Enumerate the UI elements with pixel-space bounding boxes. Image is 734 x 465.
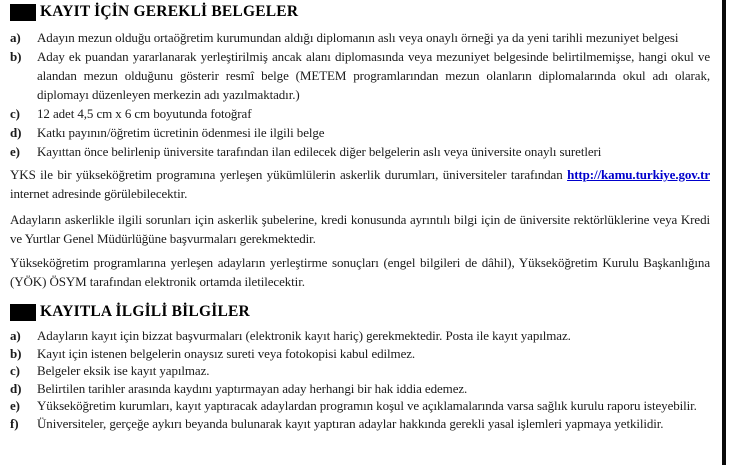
list-item bbox=[10, 415, 710, 433]
section-heading-label: KAYITLA İLGİLİ BİLGİLER bbox=[40, 303, 250, 320]
list-item bbox=[10, 123, 710, 142]
list-item-letter: c) bbox=[10, 106, 20, 121]
list-item bbox=[10, 327, 710, 345]
list-item-letter: d) bbox=[10, 380, 22, 396]
paragraph-text-after-link: internet adresinde görülebilecektir. bbox=[10, 186, 188, 201]
list-item-text: Kayıttan önce belirlenip üniversite tarafından ilan edilecek diğer belgelerin aslı veya üniversite onaylı suretleri bbox=[37, 144, 602, 159]
list-item-text: 12 adet 4,5 cm x 6 cm boyutunda fotoğraf bbox=[37, 106, 252, 121]
heading-marker-box bbox=[10, 4, 36, 21]
list-item-letter: b) bbox=[10, 49, 22, 64]
list-item-text: Kayıt için istenen belgelerin onaysız sureti veya fotokopisi kabul edilmez. bbox=[37, 345, 416, 361]
list-item-text: Üniversiteler, gerçeğe aykırı beyanda bulunarak kayıt yaptıran adaylar hakkında gerekli yasal işlemleri yapmaya yetkilidir. bbox=[37, 415, 664, 431]
list-item bbox=[10, 362, 710, 380]
kamu-turkiye-link[interactable]: http://kamu.turkiye.gov.tr bbox=[567, 167, 710, 182]
list-item-text: Adayların kayıt için bizzat başvurmaları (elektronik kayıt hariç) gerekmektedir. Posta ile kayıt yapılmaz. bbox=[37, 328, 571, 343]
list-item bbox=[10, 28, 710, 47]
list-item-letter: a) bbox=[10, 30, 21, 45]
paragraph-yks-askerlik bbox=[10, 165, 710, 203]
list-item bbox=[10, 104, 710, 123]
required-documents-list bbox=[10, 28, 710, 161]
paragraph-text-before-link: YKS ile bir yükseköğretim programına yerleşen yükümlülerin askerlik durumları, üniversiteler tarafından bbox=[10, 167, 568, 182]
paragraph-askerlik-kredi: Adayların askerlikle ilgili sorunları için askerlik şubelerine, kredi konusunda ayrıntılı bilgi için de üniversite rektörlüklerine veya Kredi ve Yurtlar Genel Müdürlüğüne başvurmaları gerekmektedir. bbox=[10, 212, 710, 246]
heading-marker-box bbox=[10, 304, 36, 321]
list-item bbox=[10, 345, 710, 363]
registration-info-list bbox=[10, 327, 710, 432]
list-item bbox=[10, 47, 710, 104]
page-right-border bbox=[722, 0, 726, 465]
list-item-text: Yükseköğretim kurumları, kayıt yaptıracak adaylardan programın koşul ve açıklamalarında varsa sağlık kurulu raporu isteyebilir. bbox=[37, 398, 697, 413]
section-heading-registration-info bbox=[10, 303, 710, 321]
list-item-letter: b) bbox=[10, 345, 22, 361]
list-item-letter: e) bbox=[10, 144, 20, 159]
section-heading-required-documents bbox=[10, 3, 710, 21]
list-item-text: Katkı payının/öğretim ücretinin ödenmesi ile ilgili belge bbox=[37, 125, 325, 140]
section-heading-label: KAYIT İÇİN GEREKLİ BELGELER bbox=[40, 3, 299, 20]
list-item-text: Aday ek puandan yararlanarak yerleştirilmiş ancak alanı diplomasında veya mezuniyet belgesinde belirtilmemişse, hangi okul ve alandan mezun olduğunu gösterir resmî belge (METEM programlarından mezun olanların diplomalarında okul adı olarak, diplomayı düzenleyen merkezin adı yazılmaktadır.) bbox=[37, 49, 710, 102]
list-item bbox=[10, 142, 710, 161]
paragraph-yerlestirme-sonuclari: Yükseköğretim programlarına yerleşen adayların yerleştirme sonuçları (engel bilgileri de dâhil), Yükseköğretim Kurulu Başkanlığına (YÖK) ÖSYM tarafından elektronik ortamda iletilecektir. bbox=[10, 255, 710, 289]
list-item-text: Belgeler eksik ise kayıt yapılmaz. bbox=[37, 363, 210, 378]
list-item-letter: a) bbox=[10, 328, 21, 343]
list-item-text: Belirtilen tarihler arasında kaydını yaptırmayan aday herhangi bir hak iddia edemez. bbox=[37, 380, 468, 396]
list-item-letter: c) bbox=[10, 363, 20, 378]
list-item bbox=[10, 397, 710, 415]
list-item bbox=[10, 380, 710, 398]
list-item-letter: d) bbox=[10, 125, 22, 140]
list-item-letter: f) bbox=[10, 415, 19, 431]
list-item-letter: e) bbox=[10, 398, 20, 413]
list-item-text: Adayın mezun olduğu ortaöğretim kurumundan aldığı diplomanın aslı veya onaylı örneği ya da yeni tarihli mezuniyet belgesi bbox=[37, 30, 679, 45]
